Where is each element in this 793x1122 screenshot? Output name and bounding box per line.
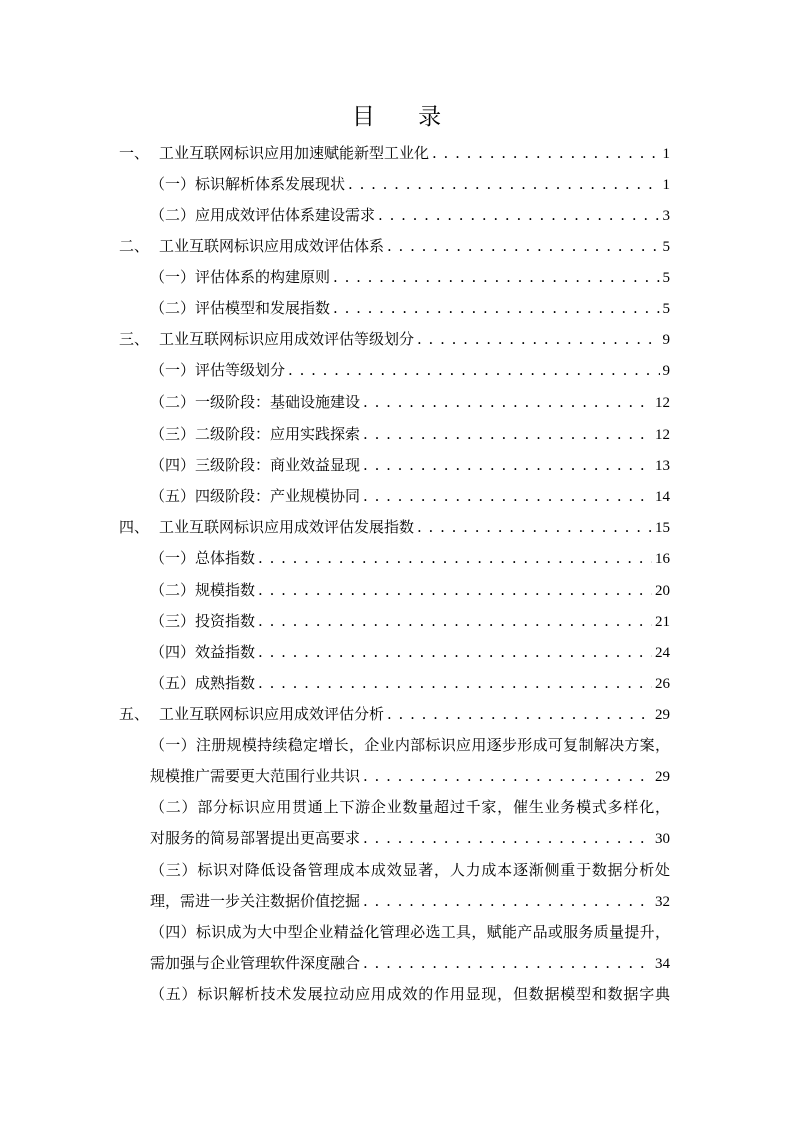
- toc-entry-page: 26: [655, 676, 670, 692]
- dot-leader: [333, 265, 659, 289]
- toc-entry-title: 一级阶段：基础设施建设: [195, 393, 361, 411]
- dot-leader: [258, 609, 652, 633]
- toc-entry-2[interactable]: [0, 234, 793, 258]
- toc-entry-2-1[interactable]: [0, 265, 793, 289]
- toc-entry-title: 标识解析技术发展拉动应用成效的作用显现，但数据模型和数据字典: [197, 985, 670, 1003]
- toc-entry-number: （五）: [150, 985, 198, 1003]
- toc-entry-number: （四）: [150, 923, 196, 941]
- toc-entry-number: 五、: [119, 705, 150, 723]
- dot-leader: [348, 172, 659, 196]
- toc-entry-number: （一）: [150, 268, 196, 286]
- toc-entry-number: （二）: [150, 798, 198, 816]
- toc-entry-5[interactable]: [0, 702, 793, 726]
- dot-leader: [387, 234, 659, 258]
- toc-entry-page: 24: [655, 645, 670, 661]
- dot-leader: [417, 327, 659, 351]
- toc-entry-4-5[interactable]: [0, 671, 793, 695]
- toc-entry-4[interactable]: [0, 515, 793, 539]
- toc-entry-number: （二）: [150, 206, 196, 224]
- toc-entry-number: （一）: [150, 736, 196, 754]
- toc-entry-title: 规模指数: [195, 581, 256, 599]
- toc-entry-number: （一）: [150, 549, 196, 567]
- toc-entry-3-1[interactable]: [0, 358, 793, 382]
- toc-entry-4-3[interactable]: [0, 609, 793, 633]
- toc-entry-title: 注册规模持续稳定增长，企业内部标识应用逐步形成可复制解决方案，: [195, 736, 670, 754]
- toc-entry-number: （四）: [150, 643, 196, 661]
- toc-entry-3-2[interactable]: [0, 390, 793, 414]
- toc-entry-page: 14: [655, 489, 670, 505]
- toc-entry-page: 1: [662, 146, 670, 162]
- toc-entry-5-2-line2[interactable]: [0, 826, 793, 850]
- dot-leader: [258, 671, 652, 695]
- toc-entry-page: 9: [662, 363, 670, 379]
- page-title: 目 录: [351, 104, 460, 130]
- toc-entry-page: 12: [655, 427, 670, 443]
- toc-entry-page: 5: [662, 239, 670, 255]
- toc-entry-number: 四、: [119, 518, 150, 536]
- toc-entry-title: 二级阶段：应用实践探索: [195, 425, 361, 443]
- toc-entry-title: 标识解析体系发展现状: [195, 175, 346, 193]
- toc-entry-page: 5: [662, 301, 670, 317]
- toc-entry-title: 工业互联网标识应用加速赋能新型工业化: [159, 144, 430, 162]
- toc-entry-number: （一）: [150, 361, 196, 379]
- toc-entry-page: 16: [655, 551, 670, 567]
- toc-entry-page: 30: [655, 831, 670, 847]
- toc-entry-title: 工业互联网标识应用成效评估等级划分: [159, 330, 415, 348]
- dot-leader: [363, 951, 652, 975]
- toc-entry-3-3[interactable]: [0, 422, 793, 446]
- toc-entry-4-1[interactable]: [0, 546, 793, 570]
- toc-entry-title: 四级阶段：产业规模协同: [195, 487, 361, 505]
- toc-entry-title: 标识对降低设备管理成本成效显著，人力成本逐渐侧重于数据分析处: [197, 861, 670, 879]
- toc-entry-number: （三）: [150, 861, 198, 879]
- toc-entry-5-2-line1[interactable]: [150, 795, 670, 819]
- toc-entry-title: 部分标识应用贯通上下游企业数量超过千家，催生业务模式多样化，: [197, 798, 670, 816]
- toc-entry-page: 5: [662, 270, 670, 286]
- toc-entry-title: 成熟指数: [195, 674, 256, 692]
- toc-entry-3-5[interactable]: [0, 484, 793, 508]
- toc-entry-5-3-line2[interactable]: [0, 889, 793, 913]
- toc-entry-title: 工业互联网标识应用成效评估发展指数: [159, 518, 415, 536]
- toc-entry-5-4-line2[interactable]: [0, 951, 793, 975]
- toc-entry-1[interactable]: [0, 141, 793, 165]
- toc-entry-title-continued: 需加强与企业管理软件深度融合: [150, 954, 361, 972]
- dot-leader: [432, 141, 659, 165]
- toc-entry-title-continued: 对服务的简易部署提出更高要求: [150, 829, 361, 847]
- toc-entry-number: （四）: [150, 456, 196, 474]
- toc-entry-title-continued: 规模推广需要更大范围行业共识: [150, 767, 361, 785]
- dot-leader: [258, 640, 652, 664]
- toc-entry-5-1-line1[interactable]: [150, 733, 670, 757]
- toc-entry-title: 三级阶段：商业效益显现: [195, 456, 361, 474]
- toc-entry-number: （五）: [150, 487, 196, 505]
- toc-entry-page: 29: [655, 707, 670, 723]
- toc-entry-title: 投资指数: [195, 612, 256, 630]
- toc-entry-5-4-line1[interactable]: [150, 920, 670, 944]
- dot-leader: [387, 702, 652, 726]
- toc-entry-title: 评估模型和发展指数: [195, 299, 331, 317]
- toc-entry-2-2[interactable]: [0, 296, 793, 320]
- toc-entry-5-3-line1[interactable]: [150, 858, 670, 882]
- toc-entry-4-2[interactable]: [0, 578, 793, 602]
- toc-entry-number: 二、: [119, 237, 150, 255]
- toc-entry-number: （三）: [150, 425, 196, 443]
- toc-entry-5-5-line1[interactable]: [150, 982, 670, 1006]
- toc-entry-number: （一）: [150, 175, 196, 193]
- toc-entry-1-2[interactable]: [0, 203, 793, 227]
- toc-entry-number: 一、: [119, 144, 150, 162]
- toc-entry-title: 工业互联网标识应用成效评估体系: [159, 237, 385, 255]
- dot-leader: [258, 578, 652, 602]
- toc-entry-page: 15: [655, 520, 670, 536]
- dot-leader: [363, 390, 652, 414]
- toc-entry-3-4[interactable]: [0, 453, 793, 477]
- toc-entry-title: 标识成为大中型企业精益化管理必选工具，赋能产品或服务质量提升，: [195, 923, 670, 941]
- toc-entry-page: 3: [662, 208, 670, 224]
- toc-entry-number: （二）: [150, 581, 196, 599]
- toc-entry-title: 总体指数: [195, 549, 256, 567]
- toc-entry-page: 1: [662, 177, 670, 193]
- toc-entry-page: 20: [655, 583, 670, 599]
- toc-entry-number: 三、: [119, 330, 150, 348]
- toc-entry-title: 评估等级划分: [195, 361, 286, 379]
- dot-leader: [363, 764, 652, 788]
- toc-entry-page: 9: [662, 332, 670, 348]
- toc-entry-title: 效益指数: [195, 643, 256, 661]
- toc-entry-number: （五）: [150, 674, 196, 692]
- dot-leader: [333, 296, 659, 320]
- toc-entry-page: 13: [655, 458, 670, 474]
- toc-entry-title: 工业互联网标识应用成效评估分析: [159, 705, 385, 723]
- dot-leader: [363, 453, 652, 477]
- dot-leader: [288, 358, 659, 382]
- toc-entry-title: 应用成效评估体系建设需求: [195, 206, 376, 224]
- dot-leader: [363, 826, 652, 850]
- toc-entry-title: 评估体系的构建原则: [195, 268, 331, 286]
- dot-leader: [258, 546, 652, 570]
- toc-entry-page: 29: [655, 769, 670, 785]
- toc-entry-number: （三）: [150, 612, 196, 630]
- toc-entry-number: （二）: [150, 393, 196, 411]
- toc-entry-page: 21: [655, 614, 670, 630]
- dot-leader: [378, 203, 659, 227]
- toc-entry-page: 34: [655, 956, 670, 972]
- toc-entry-3[interactable]: [0, 327, 793, 351]
- toc-entry-number: （二）: [150, 299, 196, 317]
- dot-leader: [363, 889, 652, 913]
- toc-entry-title-continued: 理，需进一步关注数据价值挖掘: [150, 892, 361, 910]
- dot-leader: [417, 515, 652, 539]
- dot-leader: [363, 484, 652, 508]
- toc-entry-5-1-line2[interactable]: [0, 764, 793, 788]
- toc-entry-page: 32: [655, 894, 670, 910]
- toc-entry-1-1[interactable]: [0, 172, 793, 196]
- toc-entry-4-4[interactable]: [0, 640, 793, 664]
- dot-leader: [363, 422, 652, 446]
- toc-entry-page: 12: [655, 395, 670, 411]
